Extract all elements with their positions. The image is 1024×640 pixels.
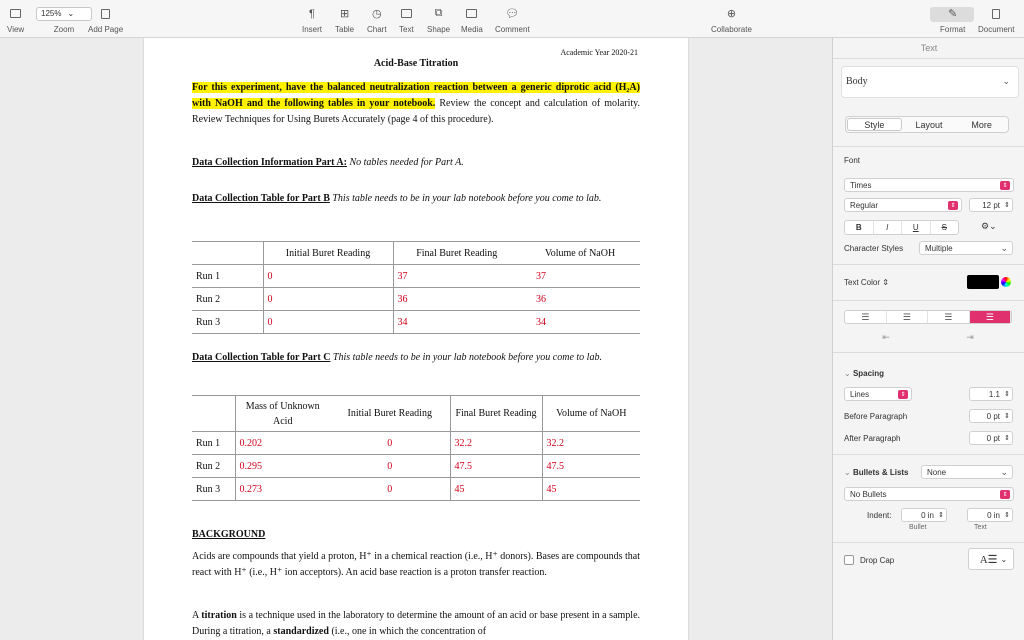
drop-cap-style-select[interactable] (968, 548, 1014, 570)
font-weight-select[interactable]: Regular ⇕ (844, 198, 962, 212)
stepper-icon[interactable]: ⇕ (1004, 202, 1010, 209)
stepper-icon: ⇕ (1000, 490, 1010, 499)
strikethrough-button[interactable]: S (941, 223, 947, 232)
chart-icon: ◷ (371, 8, 382, 20)
italic-button[interactable]: I (874, 221, 903, 234)
character-styles-label: Character Styles (844, 244, 904, 253)
bullet-style-select[interactable]: No Bullets ⇕ (844, 487, 1014, 501)
chevron-down-icon: ⌄ (844, 468, 851, 477)
alignment-buttons (844, 310, 1012, 324)
text-color-label[interactable]: Text Color ⇕ (844, 278, 889, 287)
document-icon (992, 6, 1000, 21)
paintbrush-icon: ✎ (948, 8, 958, 20)
table-icon: ⊞ (339, 8, 350, 20)
intro-paragraph[interactable] (192, 80, 640, 128)
chevron-down-icon: ⌄ (1002, 76, 1010, 86)
bullets-section-toggle[interactable]: ⌄ Bullets & Lists (844, 468, 909, 477)
collaborate-button[interactable]: ⊕ Collaborate (711, 8, 752, 34)
drop-cap-checkbox[interactable] (844, 555, 854, 565)
insert-button[interactable]: ¶ Insert (302, 7, 323, 34)
part-c-paragraph[interactable]: Data Collection Table for Part C This table needs to be in your lab notebook before you come to lab. (192, 352, 602, 363)
stepper-icon: ⇕ (898, 390, 908, 399)
stepper-icon[interactable]: ⇕ (1004, 413, 1010, 420)
part-b-paragraph[interactable]: Data Collection Table for Part B This table needs to be in your lab notebook before you come to lab. (192, 193, 602, 204)
format-button[interactable]: ✎ Format (940, 8, 966, 34)
divider (833, 264, 1024, 265)
after-paragraph-label: After Paragraph (844, 434, 901, 443)
bold-button[interactable]: B (845, 221, 874, 234)
shape-icon: ⧉ (434, 7, 443, 19)
font-section-label: Font (844, 156, 861, 165)
decrease-indent-icon[interactable]: ⇤ (882, 331, 890, 342)
panel-title: Text (920, 43, 938, 53)
document-canvas[interactable] (0, 38, 832, 640)
spacing-mode-select[interactable]: Lines ⇕ (844, 387, 912, 401)
chart-button[interactable]: ◷ Chart (367, 8, 387, 34)
document-title: Acid-Base Titration (373, 58, 459, 69)
divider (833, 58, 1024, 59)
zoom-select[interactable]: 125% ⌄ (36, 7, 92, 21)
stepper-icon: ⇕ (1000, 181, 1010, 190)
spacing-value-field[interactable]: 1.1 ⇕ (969, 387, 1013, 401)
tab-layout[interactable]: Layout (915, 119, 943, 130)
indent-text-label: Text (974, 524, 987, 531)
bullets-list-select[interactable]: None ⌄ (921, 465, 1013, 479)
underline-button[interactable]: U (902, 221, 931, 234)
text-style-buttons (844, 220, 959, 235)
stepper-icon[interactable]: ⇕ (1004, 391, 1010, 398)
chevron-down-icon: ⌄ (1000, 242, 1008, 253)
font-size-field[interactable]: 12 pt ⇕ (969, 198, 1013, 212)
divider (833, 454, 1024, 455)
view-button[interactable]: View (7, 6, 24, 34)
background-heading[interactable]: BACKGROUND (192, 529, 266, 540)
indent-label: Indent: (867, 511, 892, 520)
table-button[interactable]: ⊞ Table (335, 8, 355, 34)
stepper-icon[interactable]: ⇕ (938, 512, 944, 519)
chevron-down-icon: ⌄ (1000, 554, 1008, 564)
increase-indent-icon[interactable]: ⇥ (966, 331, 974, 342)
align-left-icon[interactable]: ☰ (845, 311, 887, 323)
indent-bullet-label: Bullet (909, 524, 927, 531)
divider (833, 542, 1024, 543)
stepper-icon: ⇕ (948, 201, 958, 210)
align-center-icon[interactable]: ☰ (887, 311, 929, 323)
chevron-down-icon: ⌄ (1000, 466, 1008, 477)
text-color-swatch[interactable] (967, 275, 999, 289)
color-wheel-icon[interactable] (1001, 277, 1011, 287)
table-row[interactable]: Run 2 0.295 0 47.5 47.5 (192, 455, 640, 478)
divider (833, 300, 1024, 301)
comment-button[interactable]: 💬︎ Comment (495, 8, 530, 34)
text-tabs (845, 116, 1009, 133)
table-header-row: Initial Buret Reading Final Buret Reading Volume of NaOH (192, 242, 640, 265)
font-name-select[interactable]: Times ⇕ (844, 178, 1014, 192)
add-page-icon (101, 6, 110, 21)
pilcrow-icon: ¶ (309, 7, 315, 20)
toolbar (0, 0, 1024, 38)
text-button[interactable]: Text (399, 6, 414, 34)
media-icon (466, 6, 477, 21)
paragraph-style-select[interactable]: Body ⌄ (841, 66, 1019, 98)
sidebar-icon (10, 6, 21, 21)
media-button[interactable]: Media (461, 6, 483, 34)
character-styles-select[interactable]: Multiple ⌄ (919, 241, 1013, 255)
intro-highlight: For this experiment, have the balanced neutralization reaction between a generic diprotic acid (H₂A) with NaOH and the following tables in your notebook. (192, 82, 640, 109)
collaborate-icon: ⊕ (726, 8, 737, 20)
text-options-gear-icon[interactable]: ⚙⌄ (981, 221, 997, 231)
zoom-control[interactable]: 125% ⌄ Zoom (36, 6, 92, 34)
drop-cap-icon: A☰ (979, 553, 998, 566)
tab-style[interactable]: Style (847, 118, 902, 131)
before-paragraph-field[interactable]: 0 pt ⇕ (969, 409, 1013, 423)
align-right-icon[interactable]: ☰ (928, 311, 970, 323)
indent-buttons (844, 330, 1012, 344)
stepper-icon: ⇕ (882, 278, 889, 287)
table-header-row: Mass of Unknown Acid Initial Buret Reading Final Buret Reading Volume of NaOH (192, 396, 640, 432)
stepper-icon[interactable]: ⇕ (1004, 512, 1010, 519)
academic-year: Academic Year 2020-21 (560, 48, 638, 57)
table-row[interactable]: Run 1 0.202 0 32.2 32.2 (192, 432, 640, 455)
table-row[interactable]: Run 2 0 36 36 (192, 288, 640, 311)
indent-bullet-field[interactable]: 0 in ⇕ (901, 508, 947, 522)
format-sidebar (832, 38, 1024, 640)
intro-rest: Review the concept and calculation of molarity. Review Techniques for Using Burets Accurately (page 4 of this procedure). (192, 98, 640, 125)
drop-cap-label: Drop Cap (860, 556, 895, 565)
table-part-b[interactable] (192, 241, 640, 334)
table-row[interactable]: Run 3 0 34 34 (192, 311, 640, 334)
stepper-icon[interactable]: ⇕ (1004, 435, 1010, 442)
text-box-icon (401, 6, 412, 21)
add-page-button[interactable]: Add Page (88, 6, 123, 34)
part-a-paragraph[interactable]: Data Collection Information Part A: No tables needed for Part A. (192, 157, 464, 168)
table-part-c[interactable] (192, 395, 640, 501)
align-justify-icon[interactable]: ☰ (970, 311, 1012, 323)
chevron-down-icon: ⌄ (844, 369, 851, 378)
comment-icon: 💬︎ (505, 8, 520, 20)
table-row[interactable]: Run 1 0 37 37 (192, 265, 640, 288)
spacing-section-toggle[interactable]: ⌄ Spacing (844, 369, 885, 378)
indent-text-field[interactable]: 0 in ⇕ (967, 508, 1013, 522)
document-page[interactable] (144, 38, 688, 640)
after-paragraph-field[interactable]: 0 pt ⇕ (969, 431, 1013, 445)
divider (833, 352, 1024, 353)
before-paragraph-label: Before Paragraph (844, 412, 908, 421)
background-paragraph-2[interactable]: A titration is a technique used in the laboratory to determine the amount of an acid or base present in a sample. During a titration, a standardized (i.e., one in which the concentration of (192, 610, 641, 637)
background-paragraph-1[interactable]: Acids are compounds that yield a proton, H⁺ in a chemical reaction (i.e., H⁺ donors). Bases are compounds that react with H⁺ (i.e., H⁺ ion acceptors). An acid base reaction is a proton transfer reaction. (192, 551, 640, 578)
chevron-down-icon: ⌄ (67, 9, 75, 18)
shape-button[interactable]: ⧉ Shape (427, 7, 451, 34)
divider (833, 146, 1024, 147)
table-row[interactable]: Run 3 0.273 0 45 45 (192, 478, 640, 501)
document-button[interactable]: Document (978, 6, 1014, 34)
tab-more[interactable]: More (971, 119, 992, 130)
